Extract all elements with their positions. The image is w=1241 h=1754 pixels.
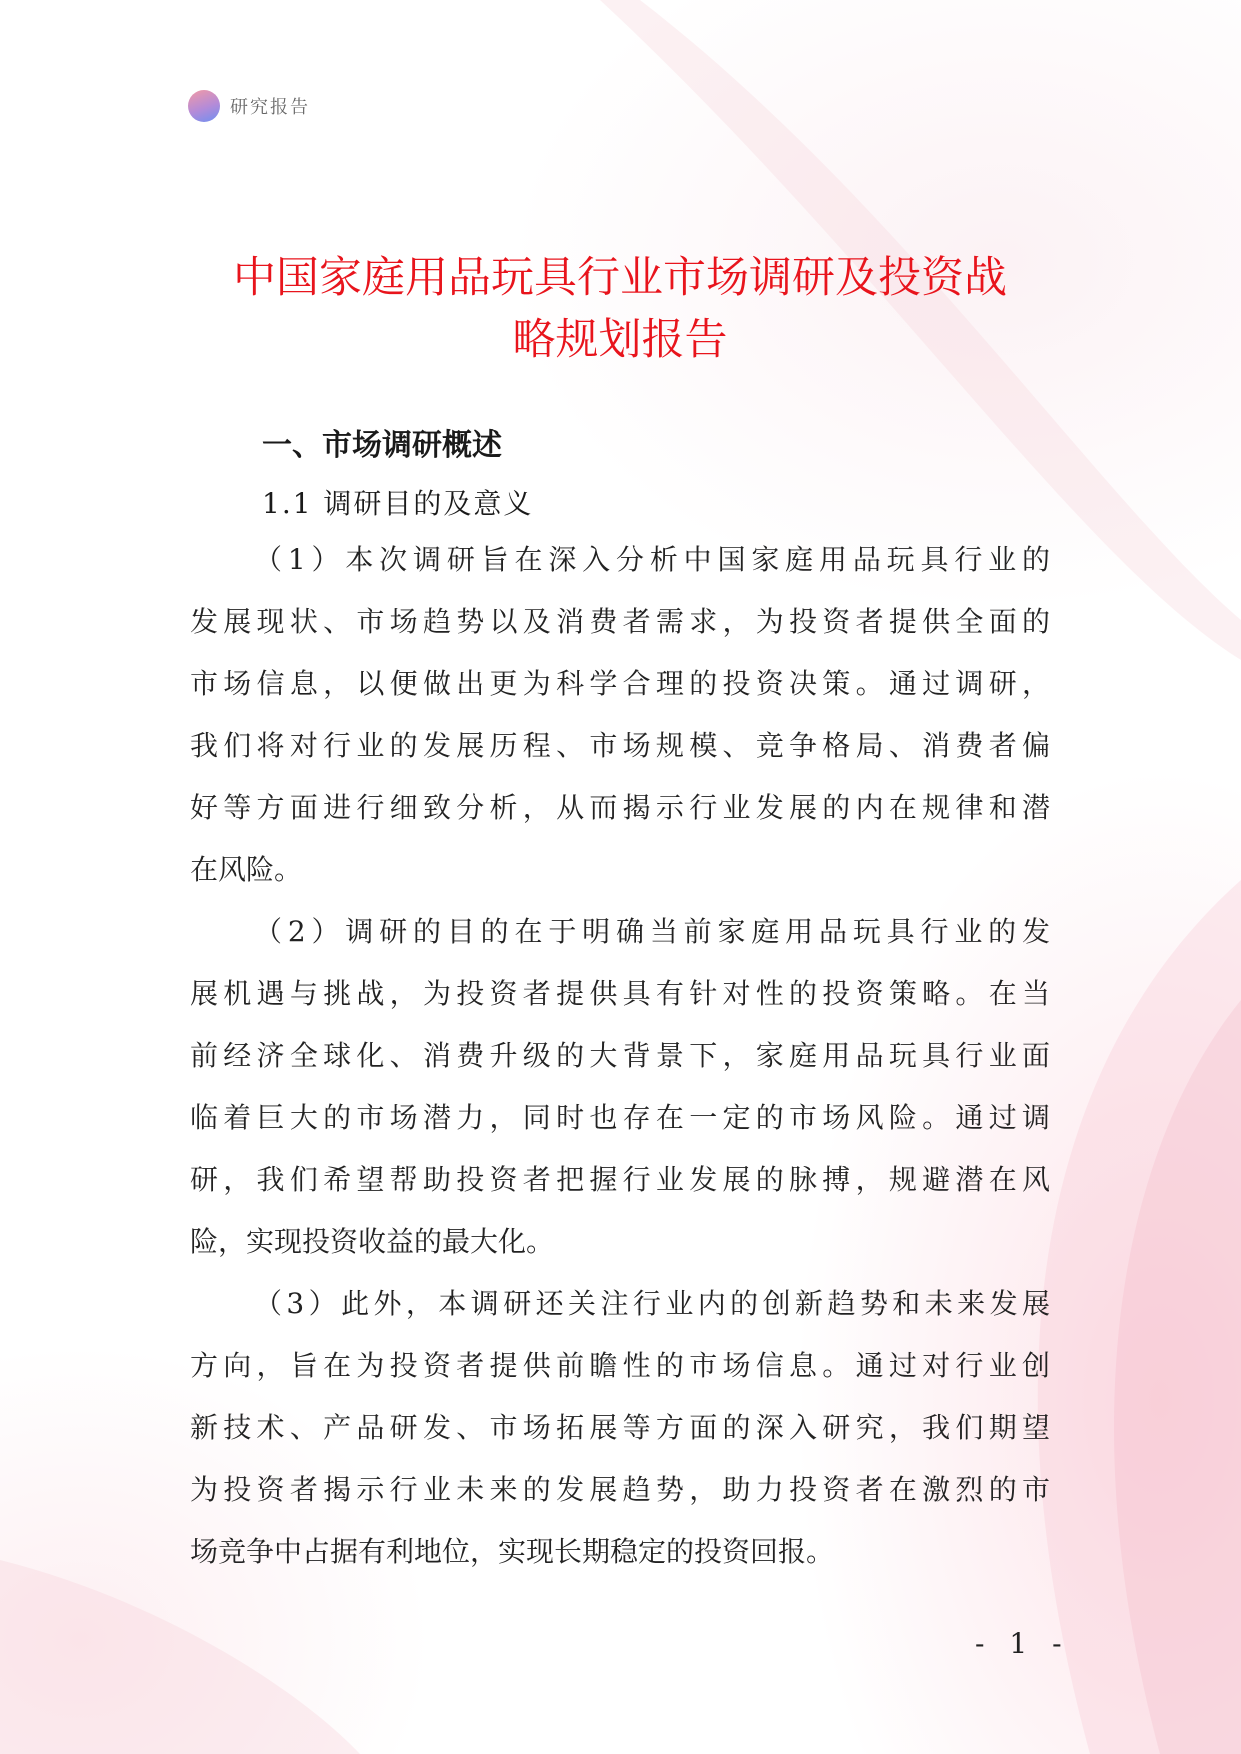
paragraph-line: 临着巨大的市场潜力，同时也存在一定的市场风险。通过调 xyxy=(190,1101,1050,1134)
paragraph-line: 险，实现投资收益的最大化。 xyxy=(190,1225,555,1258)
paragraph-line: 方向，旨在为投资者提供前瞻性的市场信息。通过对行业创 xyxy=(190,1349,1050,1382)
page-number: - 1 - xyxy=(975,1627,1070,1660)
paragraph-line: 发展现状、市场趋势以及消费者需求，为投资者提供全面的 xyxy=(190,605,1050,638)
paragraph-line: （3）此外，本调研还关注行业内的创新趋势和未来发展 xyxy=(254,1287,1050,1320)
document-title-line: 中国家庭用品玩具行业市场调研及投资战 xyxy=(233,252,1007,303)
paragraph-2 xyxy=(190,901,1050,1273)
paragraph-line: 展机遇与挑战，为投资者提供具有针对性的投资策略。在当 xyxy=(190,977,1050,1010)
paragraph-line: 市场信息，以便做出更为科学合理的投资决策。通过调研， xyxy=(190,667,1050,700)
paragraph-line: （1）本次调研旨在深入分析中国家庭用品玩具行业的 xyxy=(254,543,1050,576)
header-label: 研究报告 xyxy=(230,97,310,118)
subsection-heading: 1.1 调研目的及意义 xyxy=(262,487,534,520)
paragraph-line: 为投资者揭示行业未来的发展趋势，助力投资者在激烈的市 xyxy=(190,1473,1050,1506)
paragraph-line: 前经济全球化、消费升级的大背景下，家庭用品玩具行业面 xyxy=(190,1039,1050,1072)
paragraph-line: （2）调研的目的在于明确当前家庭用品玩具行业的发 xyxy=(254,915,1050,948)
document-title xyxy=(150,247,1090,371)
paragraph-line: 在风险。 xyxy=(190,853,303,886)
report-header xyxy=(188,89,310,123)
paragraph-3 xyxy=(190,1273,1050,1583)
paragraph-line: 研，我们希望帮助投资者把握行业发展的脉搏，规避潜在风 xyxy=(190,1163,1050,1196)
document-title-line: 略规划报告 xyxy=(512,314,728,365)
paragraph-line: 新技术、产品研发、市场拓展等方面的深入研究，我们期望 xyxy=(190,1411,1050,1444)
report-logo-icon xyxy=(188,90,220,122)
paragraph-line: 好等方面进行细致分析，从而揭示行业发展的内在规律和潜 xyxy=(190,791,1050,824)
paragraph-line: 我们将对行业的发展历程、市场规模、竞争格局、消费者偏 xyxy=(190,729,1050,762)
section-heading: 一、市场调研概述 xyxy=(262,428,502,463)
paragraph-1 xyxy=(190,529,1050,901)
paragraph-line: 场竞争中占据有利地位，实现长期稳定的投资回报。 xyxy=(190,1535,835,1568)
